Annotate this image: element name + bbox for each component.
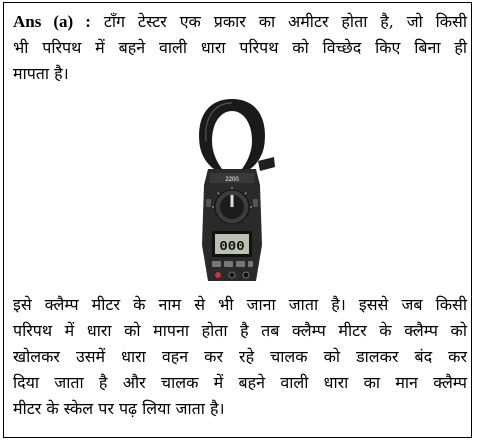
answer-line-8: मीटर के स्केल पर पढ़ लिया जाता है।: [13, 399, 225, 418]
answer-label: Ans (a) :: [13, 12, 91, 31]
answer-line-7: दिया जाता है और चालक में बहने वाली धारा का मान क्लैम्प: [13, 373, 467, 392]
answer-line-5: परिपथ में धारा को मापना होता है तब क्लैम्प मीटर के क्लैम्प को: [13, 321, 467, 340]
answer-line-3: मापता है।: [13, 64, 69, 83]
answer-text-1: टाँग टेस्टर एक प्रकार का अमीटर होता है, जो किसी: [103, 12, 467, 31]
answer-line-6: खोलकर उसमें धारा वहन कर रहे चालक को डालकर बंद कर: [13, 347, 467, 366]
model-label: 2200: [225, 177, 239, 183]
answer-paragraph-2: [13, 292, 467, 422]
answer-line-2: भी परिपथ में बहने वाली धारा परिपथ को विच्छेद किए बिना ही: [13, 38, 467, 57]
answer-line-1: [13, 9, 467, 35]
answer-paragraph-1: [13, 9, 467, 87]
clamp-meter-figure: [182, 95, 282, 287]
display-readout: 000: [219, 239, 245, 255]
answer-line-4: इसे क्लैम्प मीटर के नाम से भी जाना जाता है। इससे जब किसी: [13, 295, 467, 314]
answer-box: [3, 2, 472, 438]
clamp-meter-icon: [182, 95, 282, 287]
